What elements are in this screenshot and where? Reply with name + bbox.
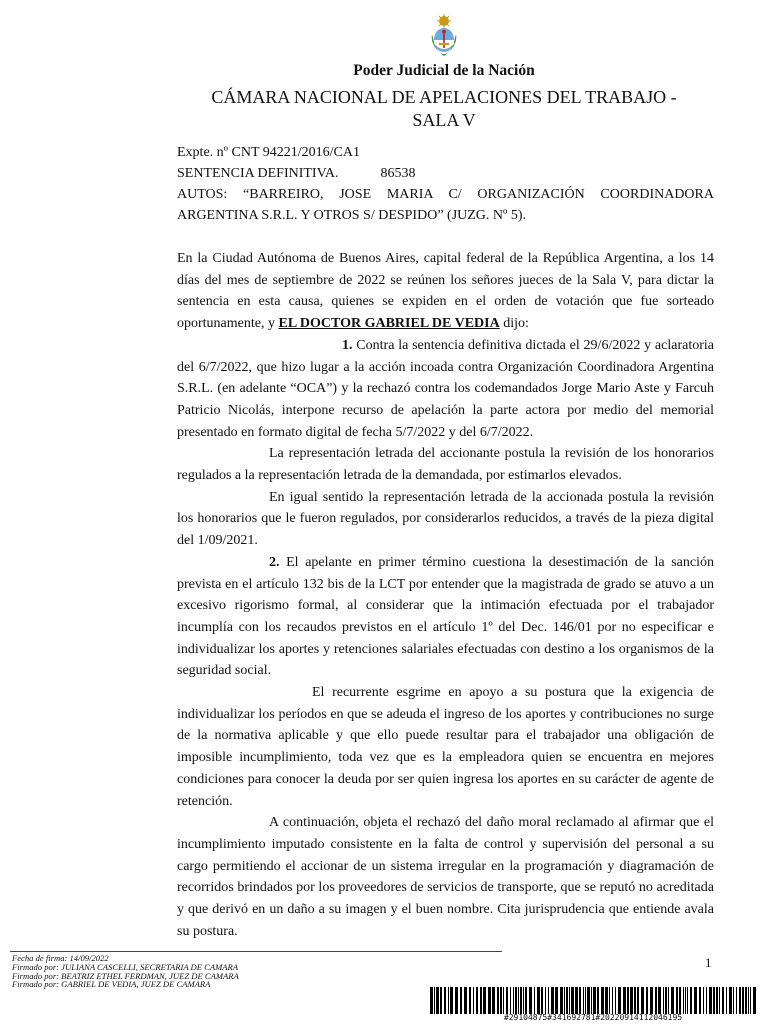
barcode-bar (460, 987, 462, 1014)
barcode-bar (726, 987, 727, 1014)
sentence-label: SENTENCIA DEFINITIVA. (177, 166, 339, 181)
barcode-bar (545, 987, 546, 1014)
paragraph-4: 2. El apelante en primer término cuestiona la desestimación de la sanción prevista en el artículo 132 bis de la LCT por entender que la magistrada de grado se atuvo a un excesivo rigorismo formal, al considerar que la intimación efectuada por el trabajador incumplía con los recaudos previstos en el artículo 1º del Dec. 146/01 por no especificar e individualizar los aportes y retenciones salariales efectuadas con destino a los organismos de la seguridad social. (177, 554, 714, 679)
barcode-bar (679, 987, 681, 1014)
barcode-bar (634, 987, 636, 1014)
barcode-bar (694, 987, 697, 1014)
barcode-bar (500, 987, 502, 1014)
chamber-title-line-2: SALA V (412, 110, 476, 130)
barcode-bar (450, 987, 453, 1014)
barcode-bar (753, 987, 756, 1014)
barcode-bar (676, 987, 678, 1014)
section-number-2: 2. (269, 554, 280, 570)
sentence-number: 86538 (380, 166, 416, 181)
barcode-bar (541, 987, 543, 1014)
barcode (430, 987, 756, 1014)
barcode-bar (585, 987, 586, 1014)
barcode-bar (663, 987, 664, 1014)
barcode-bar (646, 987, 648, 1014)
barcode-bar (601, 987, 604, 1014)
barcode-bar (448, 987, 449, 1014)
barcode-bar (564, 987, 565, 1014)
barcode-bar (525, 987, 527, 1014)
signer-1: Firmado por: JULIANA CASCELLI, SECRETARIA DE CAMARA (12, 961, 239, 972)
chamber-title (0, 86, 768, 132)
barcode-bar (537, 987, 540, 1014)
barcode-bar (455, 987, 458, 1014)
barcode-bar (583, 987, 584, 1014)
barcode-bar (593, 987, 596, 1014)
barcode-bar (483, 987, 486, 1014)
barcode-bar (548, 987, 549, 1014)
barcode-bar (566, 987, 568, 1014)
paragraph-6: A continuación, objeta el rechazó del daño moral reclamado al afirmar que el incumplimiento imputado consistente en la falta de control y supervisión del personal a su cargo permitiendo el accionar de un sistema irregular en la programación y diagramación de recorridos brindados por los proveedores de servicios de transporte, que se reputó no acreditada y que derivó en un daño a su imagen y el buen nombre. Cita jurisprudencia que entiende avala su postura. (177, 815, 714, 939)
barcode-bar (473, 987, 474, 1014)
barcode-bar (658, 987, 661, 1014)
barcode-bar (492, 987, 495, 1014)
paragraph-5: El recurrente esgrime en apoyo a su postura que la exigencia de individualizar los períodos en que se adeuda el ingreso de los aportes y contribuciones no surge de la normativa aplicable y que ello puede resultar para el trabajador una obligación de imposible incumplimiento, toda vez que es la empleadora quien se encuentra en mejores condiciones para conocer la deuda por ser quien ingresa los aportes en su carácter de agente de retención. (177, 685, 714, 809)
barcode-bar (469, 987, 471, 1014)
barcode-bar (699, 987, 701, 1014)
barcode-bar (716, 987, 718, 1014)
barcode-bar (637, 987, 639, 1014)
barcode-bar (434, 987, 435, 1014)
barcode-bar (571, 987, 574, 1014)
intro-paragraph: En la Ciudad Autónoma de Buenos Aires, capital federal de la República Argentina, a los 14 días del mes de septiembre de 2022 se reúnen los señores jueces de la Sala V, para dictar la sentencia en esta causa, quienes se expiden en el orden de votación que fue sorteado oportunamente, y EL DOCTOR GABRIEL DE VEDIA dijo: (177, 251, 714, 332)
court-name: Poder Judicial de la Nación (353, 62, 535, 79)
barcode-bar (739, 987, 741, 1014)
barcode-bar (668, 987, 669, 1014)
barcode-bar (729, 987, 732, 1014)
barcode-bar (706, 987, 707, 1014)
judge-name: EL DOCTOR GABRIEL DE VEDIA (278, 316, 500, 332)
barcode-bar (641, 987, 644, 1014)
barcode-bar (436, 987, 439, 1014)
barcode-bar (703, 987, 704, 1014)
barcode-bar (748, 987, 749, 1014)
barcode-bar (587, 987, 590, 1014)
barcode-bar (591, 987, 592, 1014)
barcode-bar (518, 987, 519, 1014)
barcode-bar (609, 987, 610, 1014)
barcode-bar (444, 987, 446, 1014)
barcode-bar (579, 987, 581, 1014)
barcode-bar (555, 987, 558, 1014)
section-number-1: 1. (342, 337, 353, 353)
barcode-bar (722, 987, 724, 1014)
paragraph-3: En igual sentido la representación letrada de la accionada postula la revisión los honorarios que le fueron regulados, por considerarlos reducidos, a través de la pieza digital del 1/09/2021. (177, 489, 714, 549)
case-number: Expte. nº CNT 94221/2016/CA1 (177, 145, 360, 160)
barcode-bar (506, 987, 508, 1014)
argentine-coat-of-arms-icon (426, 14, 462, 58)
judgment-body (177, 248, 714, 943)
barcode-bar (520, 987, 522, 1014)
barcode-bar (551, 987, 554, 1014)
barcode-bar (529, 987, 532, 1014)
barcode-bar (476, 987, 478, 1014)
barcode-bar (569, 987, 570, 1014)
chamber-title-line-1: CÁMARA NACIONAL DE APELACIONES DEL TRABAJO - (211, 87, 677, 107)
barcode-bar (750, 987, 751, 1014)
case-caption: AUTOS: “BARREIRO, JOSE MARIA C/ ORGANIZACIÓN COORDINADORA ARGENTINA S.R.L. Y OTROS S/ DESPIDO” (JUZG. Nº 5). (177, 187, 714, 223)
barcode-bar (523, 987, 524, 1014)
barcode-bar (515, 987, 517, 1014)
barcode-bar (655, 987, 657, 1014)
paragraph-2: La representación letrada del accionante postula la revisión de los honorarios regulados a la representación letrada de la demandada, por estimarlos elevados. (177, 446, 714, 484)
barcode-bar (488, 987, 491, 1014)
barcode-bar (464, 987, 467, 1014)
barcode-bar (745, 987, 747, 1014)
barcode-bar (690, 987, 692, 1014)
barcode-bar (575, 987, 578, 1014)
barcode-bar (687, 987, 688, 1014)
barcode-bar (685, 987, 686, 1014)
barcode-bar (440, 987, 442, 1014)
barcode-bar (618, 987, 621, 1014)
signature-block (12, 954, 239, 989)
barcode-bar (736, 987, 737, 1014)
barcode-bar (615, 987, 616, 1014)
barcode-bar (665, 987, 667, 1014)
barcode-bar (510, 987, 511, 1014)
barcode-bar (709, 987, 712, 1014)
barcode-bar (630, 987, 633, 1014)
barcode-bar (713, 987, 715, 1014)
barcode-bar (480, 987, 482, 1014)
signer-3: Firmado por: GABRIEL DE VEDIA, JUEZ DE CAMARA (12, 979, 211, 990)
footer-divider (10, 951, 502, 952)
signature-date: Fecha de firma: 14/09/2022 (12, 953, 109, 963)
paragraph-1: 1. Contra la sentencia definitiva dictada el 29/6/2022 y aclaratoria del 6/7/2022, que hizo lugar a la acción incoada contra Organización Coordinadora Argentina S.R.L. (en adelante “OCA”) y la rechazó contra los codemandados Jorge Mario Aste y Farcuh Patricio Nicolás, interpone recurso de apelación la parte actora por medio del memorial presentado en formato digital de fecha 5/7/2022 y del 6/7/2022. (177, 337, 714, 440)
barcode-bar (612, 987, 613, 1014)
barcode-bar (497, 987, 499, 1014)
signer-2: Firmado por: BEATRIZ ETHEL FERDMAN, JUEZ DE CAMARA (12, 970, 239, 981)
barcode-bar (560, 987, 563, 1014)
barcode-bar (623, 987, 626, 1014)
barcode-bar (742, 987, 744, 1014)
barcode-bar (430, 987, 433, 1014)
barcode-text: #29104875#341692781#20220914112046195 (503, 1013, 683, 1022)
page-number: 1 (705, 955, 712, 970)
sentence-line (177, 163, 416, 184)
barcode-bar (650, 987, 653, 1014)
barcode-bar (683, 987, 684, 1014)
barcode-bar (627, 987, 629, 1014)
barcode-bar (719, 987, 720, 1014)
barcode-bar (605, 987, 608, 1014)
barcode-bar (513, 987, 514, 1014)
barcode-bar (534, 987, 535, 1014)
barcode-bar (503, 987, 504, 1014)
barcode-bar (733, 987, 734, 1014)
barcode-bar (597, 987, 599, 1014)
barcode-bar (671, 987, 674, 1014)
